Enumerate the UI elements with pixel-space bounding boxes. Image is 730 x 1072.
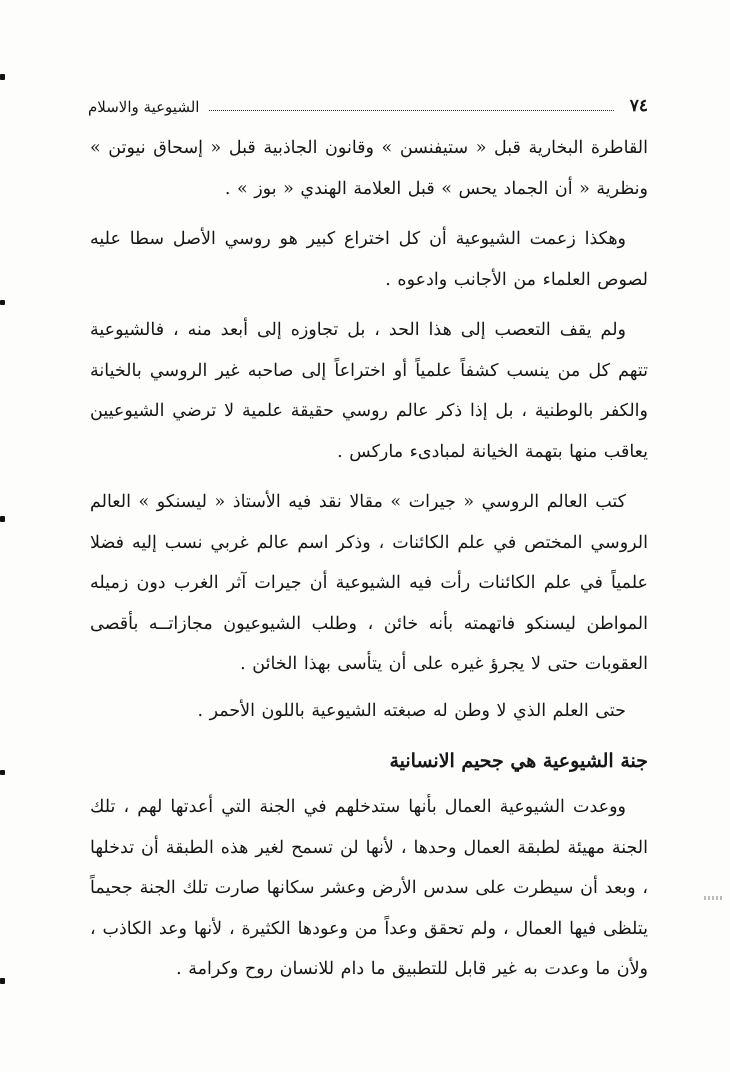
header-leader-dots xyxy=(209,110,613,111)
margin-mark xyxy=(0,516,5,522)
paragraph: وهكذا زعمت الشيوعية أن كل اختراع كبير هو روسي الأصل سطا عليه لصوص العلماء من الأجانب وادعوه . xyxy=(90,229,648,290)
paragraph: ووعدت الشيوعية العمال بأنها ستدخلهم في الجنة التي أعدتها لهم ، تلك الجنة مهيئة لطبقة العمال وحدها ، لأنها لن تسمح لغير هذه الطبقة أن تدخلها ، وبعد أن سيطرت على سدس الأرض وعشر سكانها صارت تلك الجنة جحيماً يتلظى فيها العمال ، ولم تحقق وعداً من وعودها الكثيرة ، لأنها وعد الكاذب ، ولأن ما وعدت به غير قابل للتطبيق ما دام للانسان روح وكرامة . xyxy=(90,797,648,979)
margin-mark xyxy=(0,74,5,80)
paragraph-gap xyxy=(90,300,648,310)
paragraph: ولم يقف التعصب إلى هذا الحد ، بل تجاوزه إلى أبعد منه ، فالشيوعية تتهم كل من ينسب كشفاً علمياً أو اختراعاً إلى صاحبه غير الروسي بالخيانة والكفر بالوطنية ، بل إذا ذكر عالم روسي حقيقة علمية لا ترضي الشيوعيين يعاقب منها بتهمة الخيانة لمبادىء ماركس . xyxy=(90,320,648,462)
paragraph: حتى العلم الذي لا وطن له صبغته الشيوعية باللون الأحمر . xyxy=(197,700,626,721)
paragraph-gap xyxy=(90,472,648,482)
paragraph-gap xyxy=(90,731,648,741)
margin-mark xyxy=(0,770,5,775)
body-text xyxy=(90,128,648,990)
paper-speck xyxy=(704,896,724,900)
paragraph-gap xyxy=(90,209,648,219)
section-heading: جنة الشيوعية هي جحيم الانسانية xyxy=(389,750,648,772)
running-title: الشيوعية والاسلام xyxy=(88,98,200,116)
paragraph: القاطرة البخارية قبل « ستيفنسن » وقانون الجاذبية قبل « إسحاق نيوتن » ونظرية « أن الجماد يحس » قبل العلامة الهندي « بوز » . xyxy=(90,138,648,199)
page-number: ٧٤ xyxy=(629,96,648,116)
paragraph: كتب العالم الروسي « جيرات » مقالا نقد فيه الأستاذ « ليسنكو » العالم الروسي المختص في علم الكائنات ، وذكر اسم عالم غربي نسب إليه فضلا علمياً في علم الكائنات رأت فيه الشيوعية أن جيرات آثر الغرب دون زميله المواطن ليسنكو فاتهمته بأنه خائن ، وطلب الشيوعيون مجازاتــه بأقصى العقوبات حتى لا يجرؤ غيره على أن يتأسى بهذا الخائن . xyxy=(90,492,648,674)
page-header xyxy=(88,86,648,116)
margin-mark xyxy=(0,978,5,984)
margin-mark xyxy=(0,300,5,305)
